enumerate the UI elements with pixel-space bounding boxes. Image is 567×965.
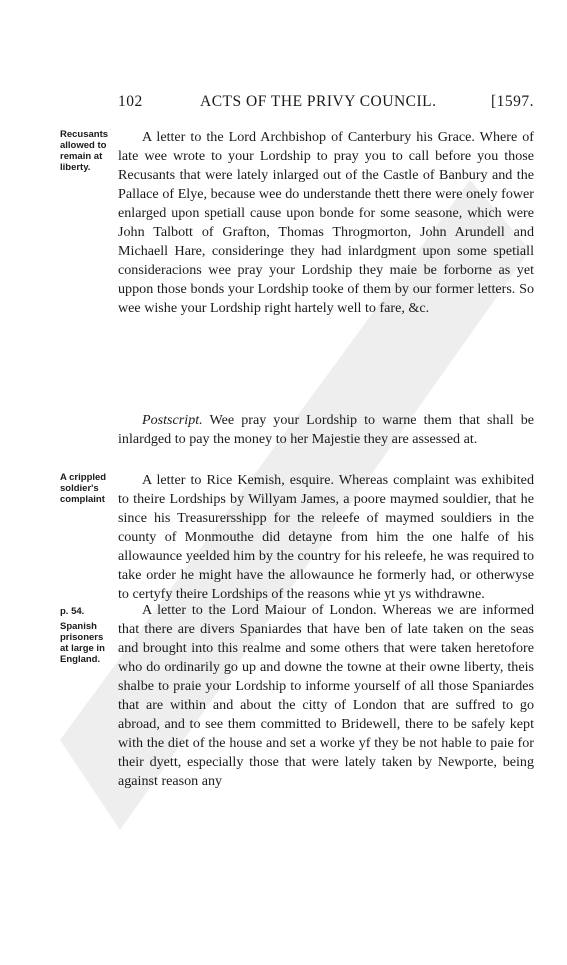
paragraph-text: A letter to Rice Kemish, esquire. Whereas complaint was exhibited to theire Lordships by Willyam James, a poore maymed souldier, that he since his Treasurersshipp for the releefe of maymed souldiers in the county of Monmouthe did detayne from him the one halfe of his allowaunce yeelded him by the country for his releefe, he was required to take order he might have the allowaunce he formerly had, or otherwyse to certyfy theire Lordships of the reasons whie yt ys withdrawne. xyxy=(118,472,534,602)
postscript-label: Postscript. xyxy=(142,412,203,428)
running-header xyxy=(118,93,534,117)
paragraph-text xyxy=(118,411,534,449)
margin-note-recusants: Recusants allowed to remain at liberty. xyxy=(60,129,109,173)
margin-note-spanish-prisoners xyxy=(60,606,112,665)
paragraph-archbishop-letter xyxy=(118,128,534,318)
paragraph-lord-maiour-letter xyxy=(118,601,534,791)
running-title: ACTS OF THE PRIVY COUNCIL. xyxy=(200,93,437,110)
margin-note-crippled-soldier: A crippled soldier's complaint xyxy=(60,472,107,505)
postscript-text: Wee pray your Lordship to warne them that shall be inlardged to pay the money to her Majestie they are assessed at. xyxy=(118,412,534,447)
header-year: [1597. xyxy=(490,93,534,110)
paragraph-rice-kemish-letter xyxy=(118,471,534,604)
paragraph-text: A letter to the Lord Archbishop of Canterbury his Grace. Where of late wee wrote to your Lordship to pray you to call before you those Recusants that were lately inlarged out of the Castle of Banbury and the Pallace of Elye, because wee do understande thett there were onely fower enlarged upon spetiall cause upon bonde for some seasone, which were John Talbott of Grafton, Thomas Throgmorton, John Arundell and Michaell Hare, consideringe they had inlardgment upon some spetiall consideracions wee pray your Lordship they maie be forborne as yet uppon those bonds your Lordship tooke of them by our former letters. So wee wishe your Lordship right hartely well to fare, &c. xyxy=(118,129,534,316)
page-number: 102 xyxy=(118,93,143,110)
paragraph-postscript xyxy=(118,411,534,449)
margin-note-text: Spanish prisoners at large in England. xyxy=(60,621,105,665)
paragraph-text: A letter to the Lord Maiour of London. Whereas we are informed that there are divers Spaniardes that have ben of late taken on the seas and brought into this realme and some others that were taken heretofore who do ordinarily go up and downe the towne at their owne liberty, theis shalbe to praie your Lordship to informe yourself of all those Spaniardes that are within and about the citty of London that are suffred to go abroad, and to see them committed to Bridewell, there to be safely kept with the diet of the house and set a worke yf they be not hable to paie for their dyett, especially those that were lately taken by Newporte, being against reason any xyxy=(118,602,534,789)
margin-page-reference: p. 54. xyxy=(60,606,85,617)
